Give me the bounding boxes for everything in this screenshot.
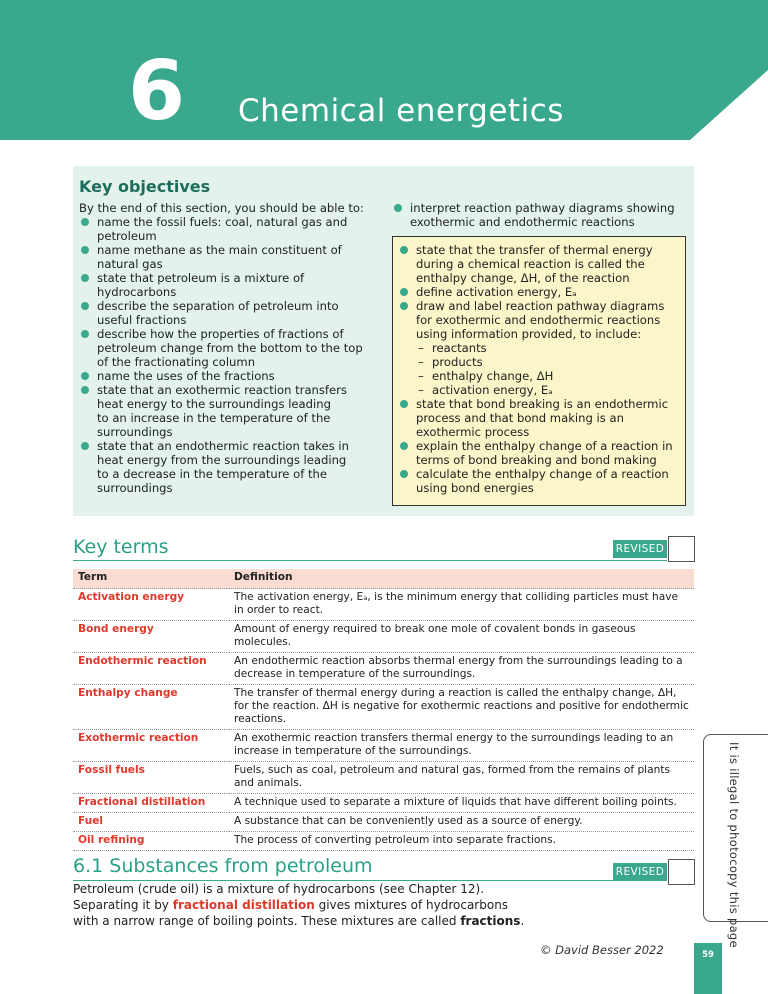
chapter-title: Chemical energetics (238, 93, 564, 129)
bullet-icon (81, 274, 89, 282)
objective-text: draw and label reaction pathway diagrams (416, 299, 665, 313)
paragraph-line (73, 897, 693, 913)
table-row (73, 653, 694, 685)
objective-text: for exothermic and endothermic reactions (416, 313, 661, 327)
dash-icon: – (418, 369, 424, 383)
objective-item (392, 201, 687, 215)
table-row (73, 813, 694, 832)
table-row (73, 794, 694, 813)
table-row (73, 685, 694, 730)
key-term-highlight: fractional distillation (172, 898, 315, 912)
objective-text: petroleum (97, 229, 157, 243)
objective-text: during a chemical reaction is called the (416, 257, 645, 271)
term-cell: Oil refining (73, 832, 229, 851)
objective-item (398, 453, 682, 467)
bullet-icon (400, 246, 408, 254)
objective-text: exothermic and endothermic reactions (410, 215, 635, 229)
objective-item (398, 257, 682, 271)
objective-text: define activation energy, Eₐ (416, 285, 577, 299)
sub-list-item (398, 355, 682, 369)
objective-item (79, 411, 384, 425)
objective-text: useful fractions (97, 313, 187, 327)
objective-item (398, 467, 682, 481)
bullet-icon (400, 400, 408, 408)
chapter-number: 6 (128, 44, 186, 139)
objective-item (79, 257, 384, 271)
objective-item (79, 327, 384, 341)
objective-text: enthalpy change, ΔH (432, 369, 554, 383)
objective-text: name methane as the main constituent of (97, 243, 342, 257)
objective-text: surroundings (97, 425, 173, 439)
dash-icon: – (418, 383, 424, 397)
bold-term: fractions (460, 914, 521, 928)
sub-list-item (398, 341, 682, 355)
sub-list-item (398, 383, 682, 397)
extended-objectives-list (398, 243, 682, 495)
objective-item (79, 355, 384, 369)
term-cell: Bond energy (73, 621, 229, 653)
objective-text: interpret reaction pathway diagrams showing (410, 201, 675, 215)
objective-item (79, 425, 384, 439)
bullet-icon (81, 442, 89, 450)
objective-text: state that petroleum is a mixture of (97, 271, 305, 285)
objective-item (392, 215, 687, 229)
paragraph-line: Petroleum (crude oil) is a mixture of hydrocarbons (see Chapter 12). (73, 882, 485, 896)
term-cell: Activation energy (73, 589, 229, 621)
objective-item (398, 313, 682, 327)
dash-icon: – (418, 355, 424, 369)
objective-item (79, 439, 384, 453)
objective-text: calculate the enthalpy change of a reaction (416, 467, 669, 481)
objective-item (79, 481, 384, 495)
objective-text: describe the separation of petroleum into (97, 299, 339, 313)
text-run: with a narrow range of boiling points. These mixtures are called (73, 914, 461, 928)
copyright-notice: © David Besser 2022 (540, 943, 664, 957)
definition-cell: An endothermic reaction absorbs thermal energy from the surroundings leading to a decrease in temperature of the surroundings. (229, 653, 694, 685)
bullet-icon (81, 246, 89, 254)
objective-text: reactants (432, 341, 487, 355)
bullet-icon (400, 302, 408, 310)
table-row (73, 730, 694, 762)
objective-text: describe how the properties of fractions of (97, 327, 344, 341)
objective-text: name the fossil fuels: coal, natural gas and (97, 215, 348, 229)
objective-item (79, 215, 384, 229)
objective-text: using bond energies (416, 481, 534, 495)
objective-item (398, 439, 682, 453)
objective-item (79, 313, 384, 327)
key-terms-heading: Key terms (73, 536, 169, 558)
side-tab-text: It is illegal to photocopy this page (727, 742, 741, 948)
objective-text: enthalpy change, ΔH, of the reaction (416, 271, 630, 285)
definition-cell: The transfer of thermal energy during a reaction is called the enthalpy change, ΔH, for the reaction. ΔH is negative for exothermic reactions and positive for endothermic reactions. (229, 685, 694, 730)
objective-item (79, 397, 384, 411)
objective-item (79, 453, 384, 467)
table-row (73, 621, 694, 653)
objective-item (79, 467, 384, 481)
sub-list-item (398, 369, 682, 383)
bullet-icon (81, 218, 89, 226)
definition-cell: An exothermic reaction transfers thermal energy to the surroundings leading to an increase in temperature of the surroundings. (229, 730, 694, 762)
bullet-icon (81, 386, 89, 394)
objectives-left-list (79, 215, 384, 495)
objective-item (79, 229, 384, 243)
term-column-header: Term (73, 569, 229, 589)
term-cell: Fractional distillation (73, 794, 229, 813)
objective-item (79, 243, 384, 257)
page-number: 59 (694, 943, 722, 994)
term-cell: Fuel (73, 813, 229, 832)
objective-text: state that the transfer of thermal energy (416, 243, 653, 257)
term-cell: Fossil fuels (73, 762, 229, 794)
bullet-icon (81, 372, 89, 380)
term-cell: Exothermic reaction (73, 730, 229, 762)
objective-text: state that an endothermic reaction takes in (97, 439, 349, 453)
dash-icon: – (418, 341, 424, 355)
definition-cell: The activation energy, Eₐ, is the minimum energy that colliding particles must have in order to react. (229, 589, 694, 621)
objective-item (79, 285, 384, 299)
section-heading: 6.1 Substances from petroleum (73, 855, 373, 877)
objectives-intro: By the end of this section, you should be able to: (79, 201, 364, 215)
objective-item (398, 243, 682, 257)
objective-text: state that bond breaking is an endothermic (416, 397, 669, 411)
section-paragraph (73, 881, 693, 929)
objective-item (398, 481, 682, 495)
paragraph-line (73, 913, 693, 929)
objective-item (79, 341, 384, 355)
bullet-icon (400, 442, 408, 450)
objective-text: surroundings (97, 481, 173, 495)
objective-item (398, 411, 682, 425)
objective-text: of the fractionating column (97, 355, 256, 369)
objective-item (398, 425, 682, 439)
objective-item (79, 369, 384, 383)
text-run: gives mixtures of hydrocarbons (314, 898, 509, 912)
objective-item (79, 299, 384, 313)
objective-text: products (432, 355, 483, 369)
objective-text: heat energy to the surroundings leading (97, 397, 331, 411)
objective-text: exothermic process (416, 425, 530, 439)
objective-text: to a decrease in the temperature of the (97, 467, 328, 481)
bullet-icon (81, 302, 89, 310)
objective-item (79, 271, 384, 285)
bullet-icon (81, 330, 89, 338)
objective-text: natural gas (97, 257, 163, 271)
definition-cell: The process of converting petroleum into separate fractions. (229, 832, 694, 851)
definition-cell: A technique used to separate a mixture of liquids that have different boiling points. (229, 794, 694, 813)
objective-text: name the uses of the fractions (97, 369, 275, 383)
objective-text: using information provided, to include: (416, 327, 642, 341)
objective-text: activation energy, Eₐ (432, 383, 553, 397)
table-row (73, 589, 694, 621)
objective-text: terms of bond breaking and bond making (416, 453, 657, 467)
objective-item (398, 397, 682, 411)
table-header-row (73, 569, 694, 589)
table-row (73, 762, 694, 794)
revised-label: REVISED (613, 540, 667, 558)
bullet-icon (400, 470, 408, 478)
definition-column-header: Definition (229, 569, 694, 589)
bullet-icon (394, 204, 402, 212)
definition-cell: Amount of energy required to break one mole of covalent bonds in gaseous molecules. (229, 621, 694, 653)
revised-label: REVISED (613, 863, 667, 881)
key-terms-table (73, 569, 694, 851)
text-run: . (520, 914, 525, 928)
objective-item (398, 271, 682, 285)
objectives-right-list (392, 201, 687, 229)
objective-text: state that an exothermic reaction transfers (97, 383, 347, 397)
objective-item (398, 299, 682, 313)
definition-cell: Fuels, such as coal, petroleum and natural gas, formed from the remains of plants and animals. (229, 762, 694, 794)
text-run: Separating it by (73, 898, 173, 912)
table-row (73, 832, 694, 851)
objective-text: hydrocarbons (97, 285, 177, 299)
term-cell: Endothermic reaction (73, 653, 229, 685)
objective-text: to an increase in the temperature of the (97, 411, 331, 425)
objective-item (398, 285, 682, 299)
objective-text: heat energy from the surroundings leading (97, 453, 347, 467)
key-objectives-title: Key objectives (79, 177, 211, 196)
objective-item (79, 383, 384, 397)
revised-checkbox[interactable] (668, 536, 695, 562)
objective-text: process and that bond making is an (416, 411, 624, 425)
key-terms-rule (73, 560, 667, 561)
term-cell: Enthalpy change (73, 685, 229, 730)
definition-cell: A substance that can be conveniently used as a source of energy. (229, 813, 694, 832)
bullet-icon (400, 288, 408, 296)
objective-item (398, 327, 682, 341)
objective-text: explain the enthalpy change of a reaction in (416, 439, 673, 453)
objective-text: petroleum change from the bottom to the top (97, 341, 363, 355)
